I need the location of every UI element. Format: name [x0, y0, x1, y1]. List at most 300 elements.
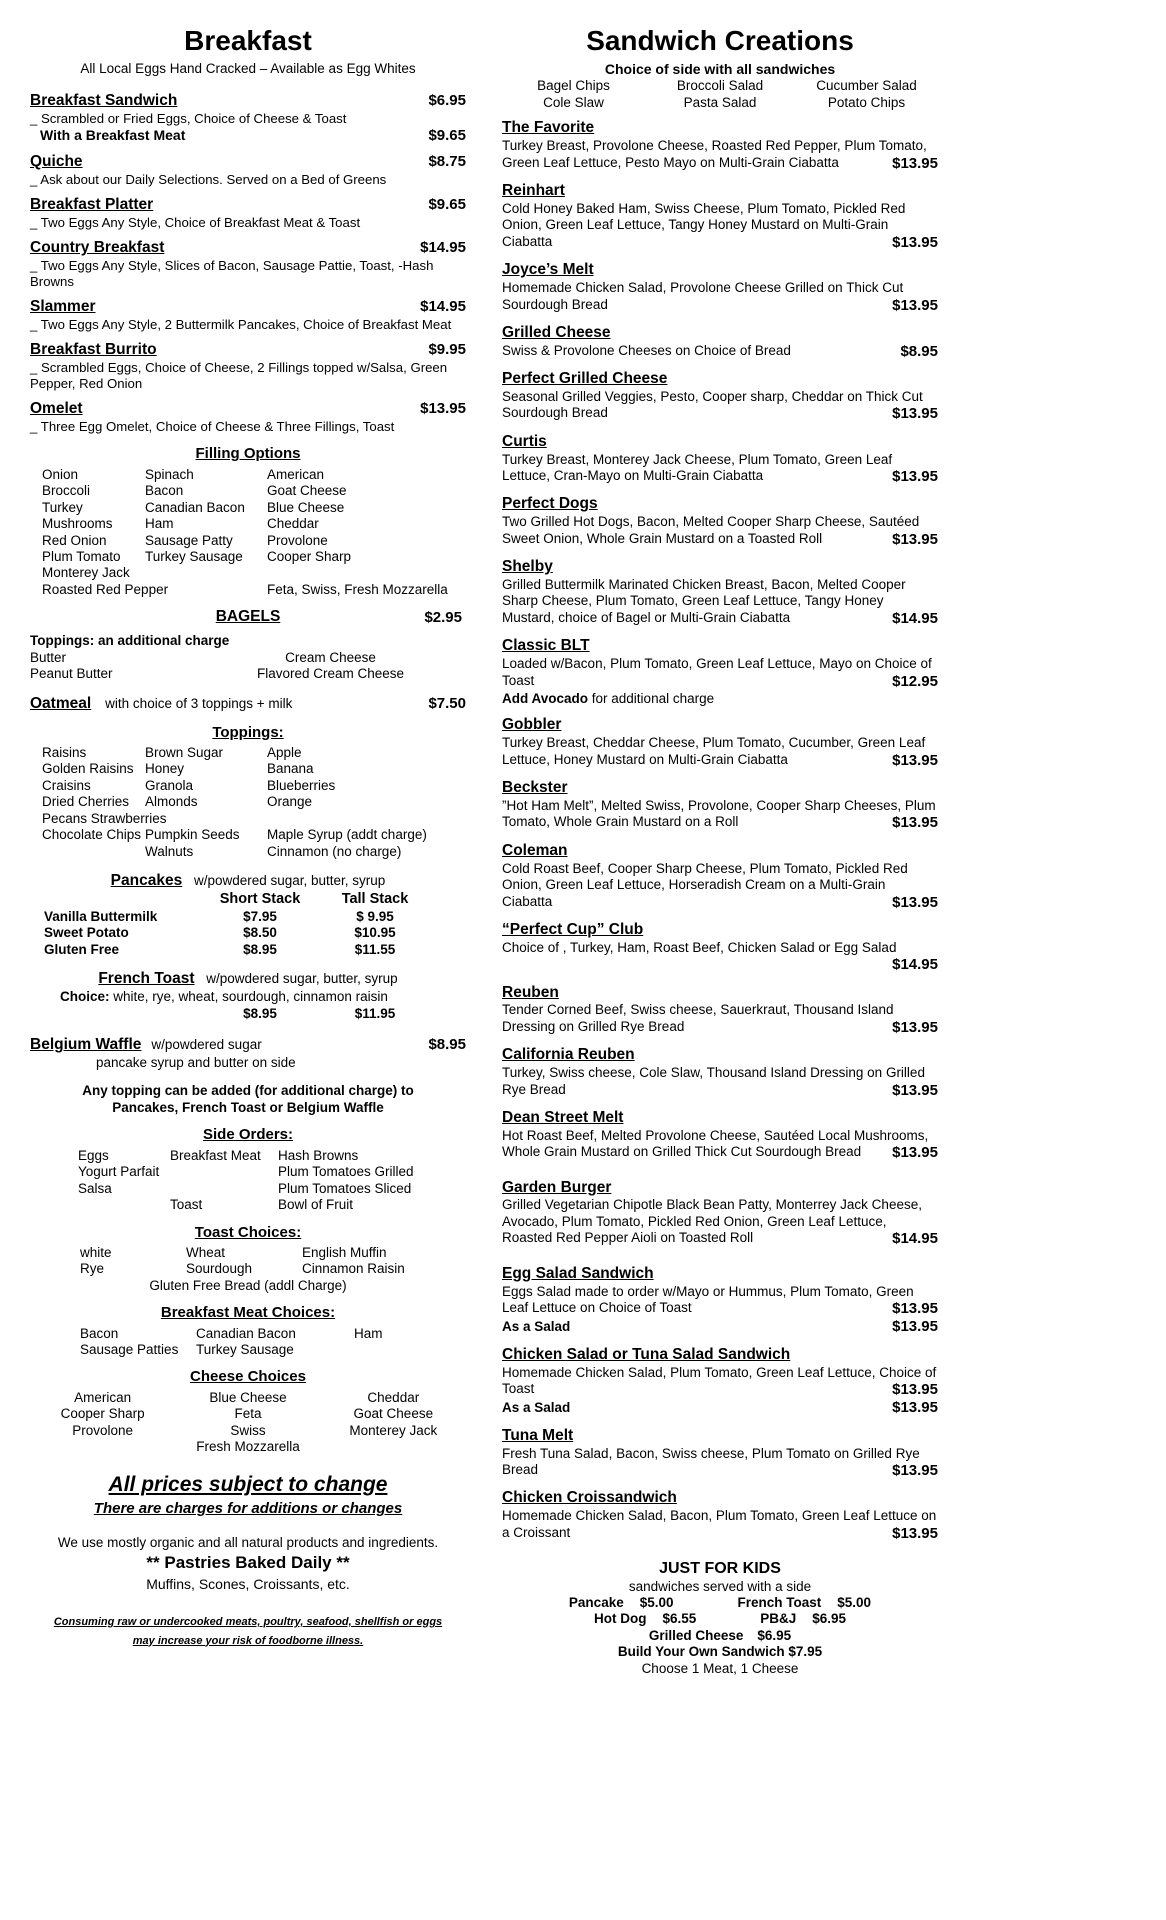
menu-item-price: $13.95: [892, 1144, 938, 1162]
menu-item-desc: [502, 1446, 938, 1481]
sandwich-side: Potato Chips: [827, 94, 906, 110]
cheese-choice: Cooper Sharp: [60, 1406, 145, 1422]
menu-item-price: $8.95: [428, 1036, 466, 1054]
health-warning: Consuming raw or undercooked meats, poultry, seafood, shellfish or eggs may increase your risk of foodborne illness.: [53, 1615, 443, 1647]
menu-item-price: $13.95: [892, 468, 938, 486]
menu-item-price: $13.95: [892, 1018, 938, 1036]
desc-text: Grilled Vegetarian Chipotle Black Bean Patty, Monterrey Jack Cheese, Avocado, Plum Tomato, Pickled Red Onion, Green Leaf Lettuce, Roasted Red Pepper Aioli on Toasted Roll: [502, 1197, 922, 1246]
cheese-choice: Monterey Jack: [349, 1422, 438, 1438]
pancake-price: $7.95: [243, 908, 277, 924]
desc-text: Tender Corned Beef, Swiss cheese, Sauerkraut, Thousand Island Dressing on Grilled Rye Bread: [502, 1002, 894, 1034]
menu-item-name: Country Breakfast: [30, 239, 165, 257]
menu-item-price: $14.95: [420, 298, 466, 316]
as-a-salad-row: [502, 1399, 938, 1417]
filling-option: [145, 565, 267, 581]
oatmeal-topping: Banana: [267, 761, 314, 777]
menu-item-desc: [502, 1197, 938, 1248]
menu-item: [502, 558, 938, 628]
meat-choice: Sausage Patties: [80, 1341, 179, 1357]
meat-choice: Ham: [354, 1325, 383, 1341]
filling-option: [267, 565, 466, 581]
sandwich-side: Bagel Chips: [537, 78, 610, 94]
kids-item: PB&J: [760, 1611, 797, 1627]
kids-item: Hot Dog: [593, 1611, 647, 1627]
filling-option: Red Onion: [42, 532, 107, 548]
meat-choice: [354, 1342, 466, 1358]
menu-item-price: $13.95: [892, 893, 938, 911]
cheese-choice: Swiss: [230, 1422, 266, 1438]
oatmeal-topping: [267, 811, 466, 827]
cheese-choice: Provolone: [72, 1422, 134, 1438]
menu-item-name: Grilled Cheese: [502, 323, 611, 341]
menu-item: [30, 400, 466, 435]
desc-text: ”Hot Ham Melt”, Melted Swiss, Provolone, Cooper Sharp Cheeses, Plum Tomato, Whole Grain Mustard on a Roll: [502, 797, 936, 830]
topping-note: Any topping can be added (for additional charge) to Pancakes, French Toast or Belgium Waffle: [82, 1083, 414, 1115]
menu-item-name: Curtis: [502, 432, 547, 450]
sandwich-side: Broccoli Salad: [676, 78, 764, 94]
menu-item-name: Slammer: [30, 298, 96, 316]
belgium-waffle-item: [30, 1036, 466, 1055]
oatmeal-topping: Brown Sugar: [145, 744, 224, 760]
sandwiches-column: [502, 26, 938, 1677]
oatmeal-topping: Blueberries: [267, 777, 336, 793]
kids-build-your-own: Build Your Own Sandwich $7.95: [617, 1644, 823, 1660]
menu-item-extra: [502, 691, 938, 707]
toast-choice: Sourdough: [186, 1261, 253, 1277]
filling-option: Ham: [145, 516, 174, 532]
menu-item-name: The Favorite: [502, 119, 595, 137]
cheese-choices-heading: Cheese Choices: [190, 1368, 306, 1386]
menu-item-name: Perfect Dogs: [502, 495, 598, 513]
menu-item-price: $8.95: [900, 342, 938, 360]
menu-item-name: Egg Salad Sandwich: [502, 1264, 654, 1282]
menu-item: [502, 1346, 938, 1418]
menu-item-price: $13.95: [892, 1318, 938, 1336]
desc-text: Turkey, Swiss cheese, Cole Slaw, Thousand Island Dressing on Grilled Rye Bread: [502, 1065, 925, 1097]
pancake-price: $10.95: [354, 925, 396, 941]
kids-item: Pancake: [568, 1594, 624, 1610]
oatmeal-toppings-table: [30, 745, 466, 860]
menu-item-price: $14.95: [892, 956, 938, 974]
menu-item: [502, 842, 938, 912]
menu-item-price: $14.95: [892, 1230, 938, 1248]
menu-item-name: Joyce’s Melt: [502, 261, 594, 279]
oatmeal-topping: Craisins: [42, 777, 91, 793]
menu-item: [502, 495, 938, 549]
menu-item-name: Breakfast Sandwich: [30, 91, 178, 109]
menu-item: [502, 324, 938, 361]
oatmeal-topping: Apple: [267, 744, 302, 760]
desc-text: Fresh Tuna Salad, Bacon, Swiss cheese, Plum Tomato on Grilled Rye Bread: [502, 1445, 920, 1478]
menu-item-name: Classic BLT: [502, 637, 590, 655]
menu-item-price: $13.95: [892, 1300, 938, 1318]
side-order: Plum Tomatoes Sliced: [278, 1180, 412, 1196]
filling-option: Blue Cheese: [267, 499, 345, 515]
french-toast-price: $11.95: [354, 1005, 396, 1021]
kids-choose-note: Choose 1 Meat, 1 Cheese: [641, 1660, 799, 1676]
extra-label: As a Salad: [502, 1400, 571, 1416]
cheese-choice-note: Fresh Mozzarella: [196, 1439, 300, 1455]
menu-item-name: Breakfast Platter: [30, 196, 154, 214]
menu-item-price: $13.95: [892, 814, 938, 832]
kids-price: $6.95: [757, 1627, 792, 1643]
toast-choices-table: [30, 1245, 466, 1278]
oatmeal-topping: Dried Cherries: [42, 794, 130, 810]
menu-item-name: BAGELS: [215, 608, 281, 626]
toast-choice: Wheat: [186, 1244, 226, 1260]
pancake-variant: Sweet Potato: [44, 925, 129, 941]
desc-text: Swiss & Provolone Cheeses on Choice of Bread: [502, 342, 791, 358]
menu-item-price: $13.95: [892, 1524, 938, 1542]
menu-item: [502, 370, 938, 424]
filling-option: Feta, Swiss, Fresh Mozzarella: [267, 581, 448, 597]
side-order: Eggs: [78, 1147, 109, 1163]
oatmeal-topping: Cinnamon (no charge): [267, 843, 402, 859]
menu-item: [502, 1427, 938, 1481]
desc-text: Two Grilled Hot Dogs, Bacon, Melted Cooper Sharp Cheese, Sautéed Sweet Onion, Whole Grain Mustard on a Toasted Roll: [502, 514, 920, 546]
pastries-note: ** Pastries Baked Daily **: [146, 1553, 350, 1572]
meat-choice: Bacon: [80, 1325, 119, 1341]
cheese-choice: Goat Cheese: [353, 1406, 434, 1422]
kids-row: [502, 1628, 938, 1644]
menu-item: [502, 984, 938, 1038]
menu-item-price: $14.95: [420, 239, 466, 257]
sandwiches-subtitle: Choice of side with all sandwiches: [604, 61, 836, 78]
menu-item-desc: [502, 1128, 938, 1163]
menu-item-desc: _ Two Eggs Any Style, Slices of Bacon, Sausage Pattie, Toast, -Hash Browns: [30, 258, 466, 290]
menu-item: [502, 716, 938, 770]
toast-choices-heading: Toast Choices:: [194, 1223, 302, 1241]
oatmeal-topping: Chocolate Chips: [42, 827, 142, 843]
menu-item-price: $13.95: [892, 751, 938, 769]
menu-item: [502, 1046, 938, 1100]
menu-item-subname: With a Breakfast Meat: [40, 126, 186, 143]
menu-item-name: Garden Burger: [502, 1178, 612, 1196]
menu-item-desc: _ Scrambled Eggs, Choice of Cheese, 2 Fillings topped w/Salsa, Green Pepper, Red Onion: [30, 360, 466, 392]
menu-item-name: Dean Street Melt: [502, 1108, 624, 1126]
oatmeal-item: [30, 695, 466, 714]
cheese-choice: Cheddar: [367, 1389, 420, 1405]
menu-item-name: Quiche: [30, 153, 83, 171]
filling-options-table: [30, 467, 466, 599]
pancakes-heading: [30, 872, 466, 891]
bagels-item: [30, 608, 466, 627]
menu-item-name: Reinhart: [502, 182, 565, 200]
filling-option: [145, 582, 267, 598]
menu-item-desc: _ Two Eggs Any Style, Choice of Breakfast Meat & Toast: [30, 215, 466, 231]
menu-item-note: w/powdered sugar: [151, 1037, 262, 1053]
extra-text: for additional charge: [591, 690, 715, 706]
menu-item-name: Belgium Waffle: [30, 1036, 142, 1054]
menu-item-desc: [502, 735, 938, 770]
kids-subtitle: sandwiches served with a side: [628, 1578, 812, 1594]
prices-disclaimer: All prices subject to change: [108, 1472, 388, 1496]
french-toast-price-table: [30, 1006, 466, 1022]
menu-item-name: “Perfect Cup” Club: [502, 920, 644, 938]
kids-title: JUST FOR KIDS: [659, 1559, 781, 1577]
toast-choice: white: [80, 1244, 112, 1260]
menu-item: [502, 921, 938, 975]
kids-item: Grilled Cheese: [648, 1627, 744, 1643]
menu-item: [502, 433, 938, 487]
extra-label: As a Salad: [502, 1319, 571, 1335]
kids-price: $6.95: [812, 1611, 847, 1627]
menu-item-desc: [502, 1065, 938, 1100]
belgium-waffle-note: pancake syrup and butter on side: [96, 1054, 296, 1070]
menu-item-name: Tuna Melt: [502, 1426, 574, 1444]
side-order: Breakfast Meat: [170, 1147, 261, 1163]
desc-text: Choice of , Turkey, Ham, Roast Beef, Chicken Salad or Egg Salad: [502, 939, 897, 955]
oatmeal-topping: Raisins: [42, 744, 87, 760]
desc-text: Homemade Chicken Salad, Bacon, Plum Tomato, Green Leaf Lettuce on a Croissant: [502, 1508, 937, 1540]
desc-text: Loaded w/Bacon, Plum Tomato, Green Leaf Lettuce, Mayo on Choice of Toast: [502, 656, 932, 688]
kids-price: $5.00: [639, 1594, 674, 1610]
menu-item-desc: _ Three Egg Omelet, Choice of Cheese & Three Fillings, Toast: [30, 419, 466, 435]
side-order: Toast: [170, 1197, 203, 1213]
menu-item-price: $13.95: [892, 530, 938, 548]
menu-item-note: w/powdered sugar, butter, syrup: [193, 873, 386, 889]
side-order: Plum Tomatoes Grilled: [278, 1164, 414, 1180]
desc-text: Grilled Buttermilk Marinated Chicken Breast, Bacon, Melted Cooper Sharp Cheese, Plum Tomato, Green Leaf Lettuce, Tangy Honey Mustard, choice of Bagel or Multi-Grain Ciabatta: [502, 577, 906, 625]
menu-item: [30, 92, 466, 145]
menu-item-name: Breakfast Burrito: [30, 341, 157, 359]
filling-option: Plum Tomato: [42, 548, 121, 564]
menu-item-desc: [502, 138, 938, 173]
extra-label: Add Avocado: [502, 690, 589, 706]
filling-option: Cheddar: [267, 516, 319, 532]
filling-option: Onion: [42, 466, 79, 482]
spacer: [44, 891, 204, 909]
menu-item-price: $13.95: [892, 405, 938, 423]
menu-item: [30, 153, 466, 188]
sandwich-side: Cole Slaw: [543, 94, 604, 110]
filling-option: Broccoli: [42, 483, 91, 499]
menu-item-name: California Reuben: [502, 1046, 635, 1064]
desc-text: Turkey Breast, Cheddar Cheese, Plum Tomato, Cucumber, Green Leaf Lettuce, Honey Mustard on Multi-Grain Ciabatta: [502, 735, 926, 767]
menu-item-price: $13.95: [892, 154, 938, 172]
desc-text: Cold Roast Beef, Cooper Sharp Cheese, Plum Tomato, Pickled Red Onion, Green Leaf Lettuce, Horseradish Cream on a Multi-Grain Ciabatta: [502, 860, 908, 909]
pancake-price: $8.50: [243, 925, 277, 941]
bagel-topping: Butter: [30, 649, 67, 665]
menu-item-name: Gobbler: [502, 716, 562, 734]
french-toast-choices: [60, 989, 466, 1005]
menu-item-desc: [502, 1002, 938, 1037]
as-a-salad-row: [502, 1318, 938, 1336]
meat-choice: Turkey Sausage: [196, 1341, 294, 1357]
oatmeal-toppings-heading: Toppings:: [212, 723, 284, 741]
menu-item: [502, 637, 938, 707]
menu-item-price: $8.75: [428, 153, 466, 171]
filling-option: Mushrooms: [42, 516, 113, 532]
menu-item-desc: [502, 201, 938, 252]
pancake-price: $11.55: [354, 941, 396, 957]
menu-item-name: Perfect Grilled Cheese: [502, 370, 668, 388]
oatmeal-topping: Maple Syrup (addt charge): [267, 827, 427, 843]
menu-item-price: $13.95: [892, 1462, 938, 1480]
bagel-topping: Cream Cheese: [285, 649, 376, 665]
side-order: [170, 1181, 278, 1197]
menu-item-price: $13.95: [892, 1081, 938, 1099]
pancake-variant: Vanilla Buttermilk: [44, 908, 158, 924]
menu-item-note: w/powdered sugar, butter, syrup: [206, 971, 398, 987]
desc-text: Turkey Breast, Provolone Cheese, Roasted Red Pepper, Plum Tomato, Green Leaf Lettuce, Pesto Mayo on Multi-Grain Ciabatta: [502, 138, 927, 170]
menu-item-desc: [502, 1284, 938, 1319]
menu-item-name: Oatmeal: [30, 694, 92, 712]
desc-text: Seasonal Grilled Veggies, Pesto, Cooper sharp, Cheddar on Thick Cut Sourdough Bread: [502, 389, 923, 421]
menu-item: [502, 1489, 938, 1543]
filling-option: Goat Cheese: [267, 483, 347, 499]
kids-item: French Toast: [737, 1594, 822, 1610]
charges-disclaimer: There are charges for additions or changes: [93, 1500, 403, 1518]
pancakes-price-table: [30, 891, 466, 958]
breakfast-title: Breakfast: [184, 25, 312, 56]
toast-choice-note: Gluten Free Bread (addl Charge): [149, 1277, 347, 1293]
menu-item-desc: [502, 861, 938, 912]
oatmeal-topping: Almonds: [145, 794, 198, 810]
filling-option: Bacon: [145, 483, 184, 499]
menu-item-desc: [502, 1365, 938, 1400]
side-order: [170, 1164, 278, 1180]
filling-option: American: [267, 466, 325, 482]
bagel-topping: Peanut Butter: [30, 666, 113, 682]
bagel-toppings-label: Toppings: an additional charge: [30, 633, 230, 649]
sandwiches-title: Sandwich Creations: [586, 25, 854, 56]
menu-item: [502, 1265, 938, 1337]
menu-item-desc: [502, 389, 938, 424]
filling-option: Canadian Bacon: [145, 499, 245, 515]
sandwich-side: Cucumber Salad: [816, 78, 917, 94]
desc-text: Eggs Salad made to order w/Mayo or Hummus, Plum Tomato, Green Leaf Lettuce on Choice of Toast: [502, 1283, 914, 1316]
filling-option: Monterey Jack: [42, 565, 130, 581]
column-header: Tall Stack: [341, 891, 409, 908]
menu-item: [502, 1179, 938, 1249]
side-order: Yogurt Parfait: [78, 1164, 160, 1180]
choice-label: Choice:: [60, 989, 110, 1005]
menu-item-name: Coleman: [502, 841, 568, 859]
side-order: Bowl of Fruit: [278, 1197, 354, 1213]
menu-item-price: $2.95: [424, 609, 462, 627]
column-header: Short Stack: [219, 891, 301, 908]
menu-item-price: $14.95: [892, 609, 938, 627]
menu-item-price: $7.50: [428, 694, 466, 712]
oatmeal-topping: Golden Raisins: [42, 761, 134, 777]
menu-item-name: French Toast: [98, 970, 195, 988]
menu-item-price: $13.95: [892, 1381, 938, 1399]
menu-item: [30, 298, 466, 333]
oatmeal-topping: Pumpkin Seeds: [145, 827, 240, 843]
french-toast-heading: [30, 970, 466, 989]
filling-option: Spinach: [145, 466, 194, 482]
oatmeal-topping: Granola: [145, 777, 194, 793]
cheese-choice: American: [74, 1389, 132, 1405]
menu-item-name: Chicken Croissandwich: [502, 1489, 677, 1507]
breakfast-subtitle: All Local Eggs Hand Cracked – Available as Egg Whites: [80, 61, 416, 77]
menu-item-desc: [502, 343, 938, 361]
filling-option: Provolone: [267, 532, 328, 548]
menu-item-name: Reuben: [502, 983, 559, 1001]
kids-row: [502, 1595, 938, 1611]
desc-text: Homemade Chicken Salad, Plum Tomato, Green Leaf Lettuce, Choice of Toast: [502, 1364, 937, 1397]
menu-item-price: $9.65: [428, 196, 466, 214]
side-order: Salsa: [78, 1180, 112, 1196]
pancake-price: $8.95: [243, 941, 277, 957]
menu-item: [30, 239, 466, 290]
meat-choices-table: [30, 1326, 466, 1359]
desc-text: Cold Honey Baked Ham, Swiss Cheese, Plum Tomato, Pickled Red Onion, Green Leaf Lettuce, Tangy Honey Mustard on Multi-Grain Ciabatta: [502, 200, 906, 249]
side-order: [78, 1197, 170, 1213]
sandwich-sides-table: [502, 78, 938, 111]
cheese-choices-table: [30, 1390, 466, 1439]
filling-option: Turkey Sausage: [145, 548, 243, 564]
menu-item-desc: _ Scrambled or Fried Eggs, Choice of Cheese & Toast: [30, 111, 466, 127]
menu-item: [30, 196, 466, 231]
menu-item: [502, 1109, 938, 1163]
menu-item-desc: [502, 940, 938, 975]
sandwich-side: Pasta Salad: [683, 94, 757, 110]
breakfast-footer: [30, 1472, 466, 1651]
menu-item-price: $13.95: [892, 296, 938, 314]
toast-choice: Rye: [80, 1261, 105, 1277]
menu-item-desc: [502, 1508, 938, 1543]
kids-section: [502, 1559, 938, 1677]
kids-row: [502, 1611, 938, 1627]
menu-item: [502, 182, 938, 252]
menu-item-name: Beckster: [502, 779, 568, 797]
menu-item-desc: [502, 577, 938, 628]
oatmeal-topping: Walnuts: [145, 843, 194, 859]
desc-text: Hot Roast Beef, Melted Provolone Cheese, Sautéed Local Mushrooms, Whole Grain Mustard on Grilled Thick Cut Sourdough Bread: [502, 1127, 929, 1160]
bagel-toppings-table: [30, 650, 466, 683]
oatmeal-topping: Orange: [267, 794, 313, 810]
filling-options-heading: Filling Options: [195, 445, 301, 463]
menu-item-price: $6.95: [428, 91, 466, 109]
menu-item-desc: [502, 656, 938, 691]
kids-price: $5.00: [837, 1594, 872, 1610]
menu-item: [502, 119, 938, 173]
oatmeal-topping: [42, 844, 145, 860]
cheese-choice: Blue Cheese: [209, 1389, 287, 1405]
menu-item-desc: _ Two Eggs Any Style, 2 Buttermilk Pancakes, Choice of Breakfast Meat: [30, 317, 466, 333]
menu-item-name: Chicken Salad or Tuna Salad Sandwich: [502, 1345, 791, 1363]
toast-choice: Cinnamon Raisin: [302, 1261, 405, 1277]
side-orders-heading: Side Orders:: [202, 1126, 294, 1144]
menu-item-name: Pancakes: [110, 872, 183, 890]
side-orders-table: [30, 1148, 466, 1214]
oatmeal-topping: Honey: [145, 761, 185, 777]
filling-option: Sausage Patty: [145, 532, 233, 548]
pancake-variant: Gluten Free: [44, 941, 120, 957]
desc-text: Homemade Chicken Salad, Provolone Cheese Grilled on Thick Cut Sourdough Bread: [502, 280, 904, 312]
toast-choice: English Muffin: [302, 1244, 387, 1260]
menu-item-price: $9.95: [428, 341, 466, 359]
menu-item-desc: [502, 798, 938, 833]
menu-item-note: with choice of 3 toppings + milk: [105, 695, 293, 711]
cheese-choice: Feta: [234, 1406, 262, 1422]
pancake-price: $ 9.95: [356, 908, 394, 924]
desc-text: Turkey Breast, Monterey Jack Cheese, Plum Tomato, Green Leaf Lettuce, Cran-Mayo on Multi-Grain Ciabatta: [502, 451, 893, 484]
menu-item-price: $9.65: [428, 126, 466, 144]
oatmeal-topping: Pecans Strawberries: [42, 810, 167, 826]
menu-item-name: Omelet: [30, 400, 83, 418]
meat-choices-heading: Breakfast Meat Choices:: [160, 1304, 336, 1322]
organic-note: We use mostly organic and all natural products and ingredients.: [57, 1534, 439, 1550]
spacer: [44, 1006, 204, 1022]
choice-list: white, rye, wheat, sourdough, cinnamon raisin: [109, 989, 388, 1005]
french-toast-price: $8.95: [243, 1005, 277, 1021]
filling-option: Turkey: [42, 499, 83, 515]
menu-item-price: $13.95: [420, 400, 466, 418]
menu-item-desc: _ Ask about our Daily Selections. Served on a Bed of Greens: [30, 172, 466, 188]
